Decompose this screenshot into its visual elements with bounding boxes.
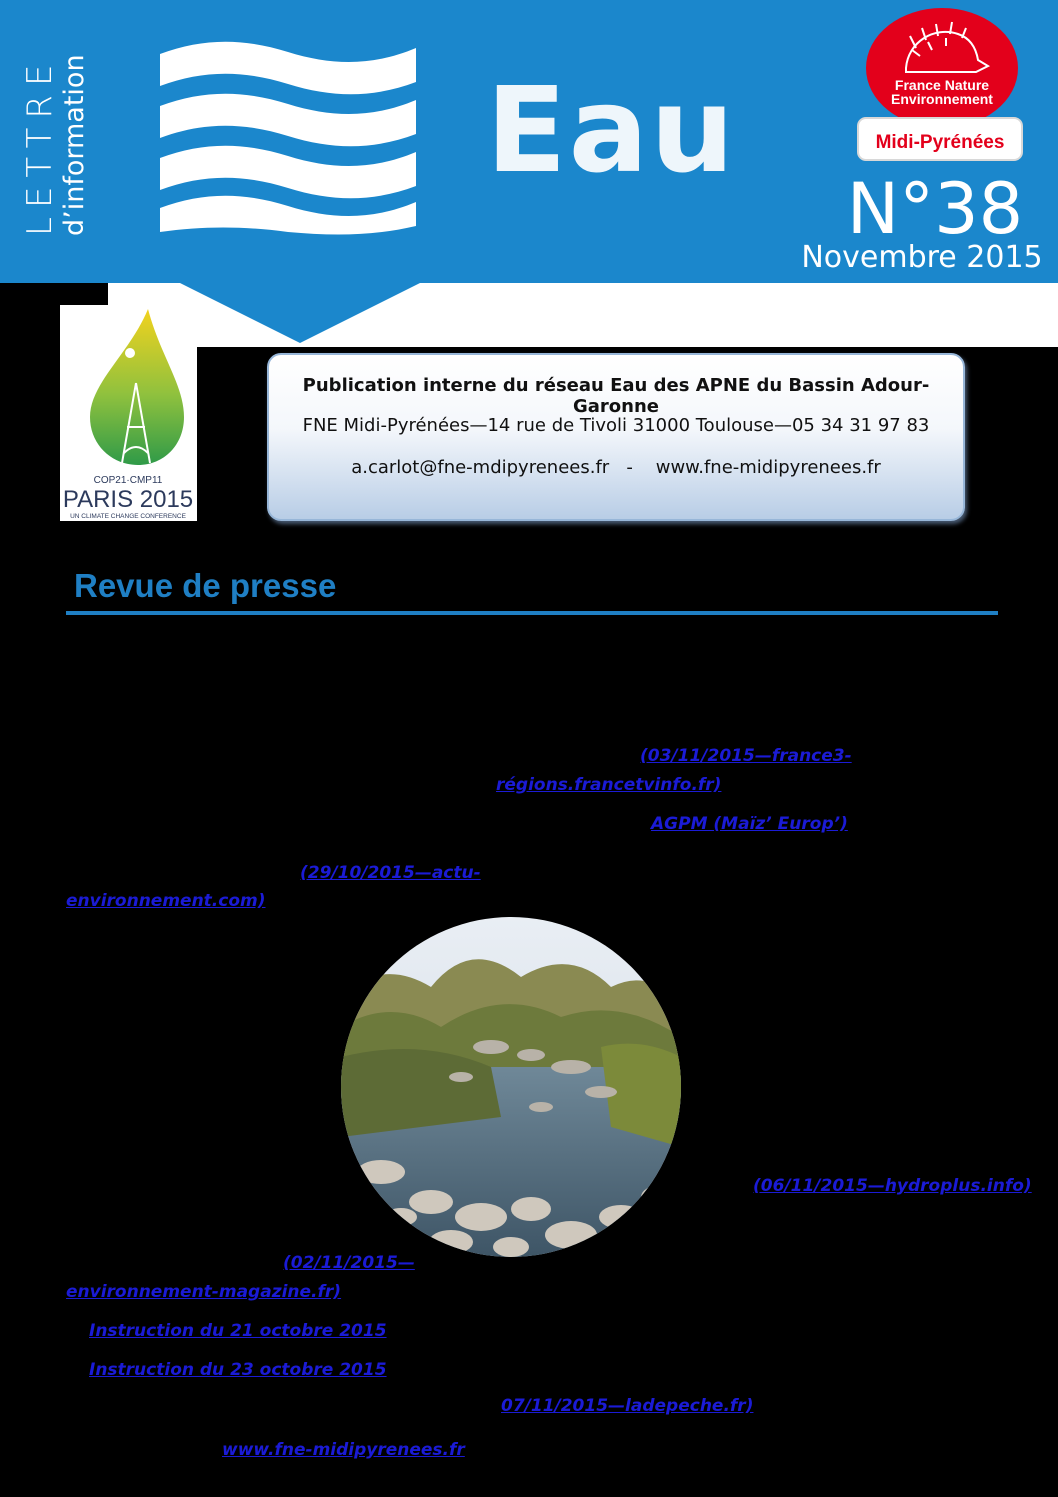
section-divider — [66, 611, 998, 615]
link-france3[interactable]: (03/11/2015—france3- — [640, 746, 852, 766]
newsletter-title: Eau — [486, 61, 737, 199]
link-agpm[interactable]: AGPM (Maïz’ Europ’) — [651, 814, 848, 834]
link-actu-environnement-cont[interactable]: environnement.com) — [66, 891, 266, 911]
link-france3-cont[interactable]: régions.francetvinfo.fr) — [496, 775, 722, 795]
link-hydroplus[interactable]: (06/11/2015—hydroplus.info) — [753, 1176, 1032, 1196]
link-instruction-21-octobre[interactable]: Instruction du 21 octobre 2015 — [89, 1321, 387, 1341]
link-fne-midipyrenees[interactable]: www.fne-midipyrenees.fr — [222, 1440, 465, 1460]
issue-number: N°38 — [846, 168, 1024, 250]
publication-title: Publication interne du réseau Eau des APNE du Bassin Adour-Garonne — [302, 375, 930, 417]
svg-text:Midi-Pyrénées: Midi-Pyrénées — [875, 132, 1005, 153]
fne-midi-pyrenees-logo — [856, 6, 1024, 162]
publication-address: FNE Midi-Pyrénées—14 rue de Tivoli 31000 Toulouse—05 34 31 97 83 — [302, 415, 930, 436]
waves-icon — [158, 36, 418, 236]
svg-text:France Nature: France Nature — [894, 77, 990, 93]
lettre-information-label — [20, 36, 106, 236]
publication-info-box — [267, 353, 965, 521]
information-word: d’information — [59, 54, 90, 236]
svg-text:COP21·CMP11: COP21·CMP11 — [93, 475, 163, 486]
link-ladepeche[interactable]: 07/11/2015—ladepeche.fr) — [501, 1396, 754, 1416]
link-instruction-23-octobre[interactable]: Instruction du 23 octobre 2015 — [89, 1360, 387, 1380]
link-actu-environnement[interactable]: (29/10/2015—actu- — [300, 863, 481, 883]
link-environnement-magazine-cont[interactable]: environnement-magazine.fr) — [66, 1282, 342, 1302]
issue-date: Novembre 2015 — [801, 240, 1043, 275]
header-arrow — [180, 283, 420, 345]
link-environnement-magazine[interactable]: (02/11/2015— — [283, 1253, 415, 1273]
svg-text:PARIS 2015: PARIS 2015 — [62, 486, 194, 513]
section-title: Revue de presse — [74, 567, 337, 604]
river-photo — [341, 917, 681, 1257]
cop21-paris-2015-logo — [60, 305, 197, 521]
svg-text:UN CLIMATE CHANGE CONFERENCE: UN CLIMATE CHANGE CONFERENCE — [70, 513, 186, 520]
svg-text:Environnement: Environnement — [891, 91, 993, 107]
publication-contact: a.carlot@fne-mdipyrenees.fr - www.fne-midipyrenees.fr — [351, 457, 881, 478]
lettre-word: LETTRE — [20, 55, 60, 236]
